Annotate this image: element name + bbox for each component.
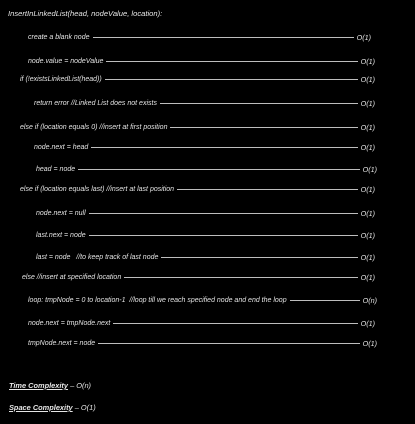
line-cost: O(1): [360, 208, 375, 218]
line-cost: O(n): [362, 295, 377, 305]
pseudocode-text: else if (location equals last) //insert at last position: [20, 185, 175, 193]
pseudocode-line: [20, 184, 375, 194]
pseudocode-line: [28, 56, 375, 66]
dotted-leader: [177, 189, 358, 190]
line-cost: O(1): [360, 272, 375, 282]
line-cost: O(1): [362, 164, 377, 174]
space-complexity-value: – O(1): [74, 403, 96, 412]
line-cost: O(1): [362, 338, 377, 348]
space-complexity: [9, 403, 96, 412]
pseudocode-text: else if (location equals 0) //insert at first position: [20, 123, 168, 131]
line-cost: O(1): [360, 230, 375, 240]
pseudocode-text: last = node //to keep track of last node: [36, 253, 159, 261]
pseudocode-line: [28, 295, 377, 305]
line-cost: O(1): [360, 74, 375, 84]
dotted-leader: [290, 300, 360, 301]
dotted-leader: [91, 147, 357, 148]
pseudocode-text: tmpNode.next = node: [28, 339, 96, 347]
pseudocode-line: [36, 208, 375, 218]
pseudocode-line: [20, 122, 375, 132]
pseudocode-line: [28, 318, 375, 328]
pseudocode-text: node.next = tmpNode.next: [28, 319, 111, 327]
line-cost: O(1): [360, 122, 375, 132]
dotted-leader: [113, 323, 357, 324]
pseudocode-text: head = node: [36, 165, 76, 173]
pseudocode-line: [36, 230, 375, 240]
line-cost: O(1): [360, 56, 375, 66]
line-cost: O(1): [360, 184, 375, 194]
dotted-leader: [93, 37, 354, 38]
line-cost: O(1): [360, 318, 375, 328]
pseudocode-text: last.next = node: [36, 231, 86, 239]
dotted-leader: [160, 103, 358, 104]
pseudocode-text: create a blank node: [28, 33, 90, 41]
dotted-leader: [105, 79, 358, 80]
line-cost: O(1): [360, 98, 375, 108]
dotted-leader: [106, 61, 357, 62]
pseudocode-line: [22, 272, 375, 282]
pseudocode-line: [36, 164, 377, 174]
dotted-leader: [161, 257, 357, 258]
pseudocode-line: [20, 74, 375, 84]
function-signature: InsertInLinkedList(head, nodeValue, location):: [8, 9, 163, 18]
pseudocode-line: [34, 142, 375, 152]
pseudocode-text: if (!existsLinkedList(head)): [20, 75, 102, 83]
pseudocode-text: node.next = null: [36, 209, 86, 217]
pseudocode-line: [28, 32, 371, 42]
pseudocode-text: return error //Linked List does not exists: [34, 99, 157, 107]
pseudocode-text: loop: tmpNode = 0 to location-1 //loop till we reach specified node and end the loop: [28, 296, 287, 304]
time-complexity: [9, 381, 91, 390]
dotted-leader: [170, 127, 357, 128]
line-cost: O(1): [360, 142, 375, 152]
dotted-leader: [124, 277, 357, 278]
pseudocode-line: [36, 252, 375, 262]
time-complexity-value: – O(n): [70, 381, 92, 390]
dotted-leader: [89, 235, 358, 236]
line-cost: O(1): [360, 252, 375, 262]
dotted-leader: [78, 169, 360, 170]
pseudocode-line: [28, 338, 377, 348]
pseudocode-line: [34, 98, 375, 108]
time-complexity-label: Time Complexity: [9, 381, 69, 390]
dotted-leader: [89, 213, 358, 214]
pseudocode-text: else //insert at specified location: [22, 273, 122, 281]
line-cost: O(1): [356, 32, 371, 42]
pseudocode-text: node.value = nodeValue: [28, 57, 104, 65]
dotted-leader: [98, 343, 359, 344]
pseudocode-text: node.next = head: [34, 143, 89, 151]
space-complexity-label: Space Complexity: [9, 403, 73, 412]
